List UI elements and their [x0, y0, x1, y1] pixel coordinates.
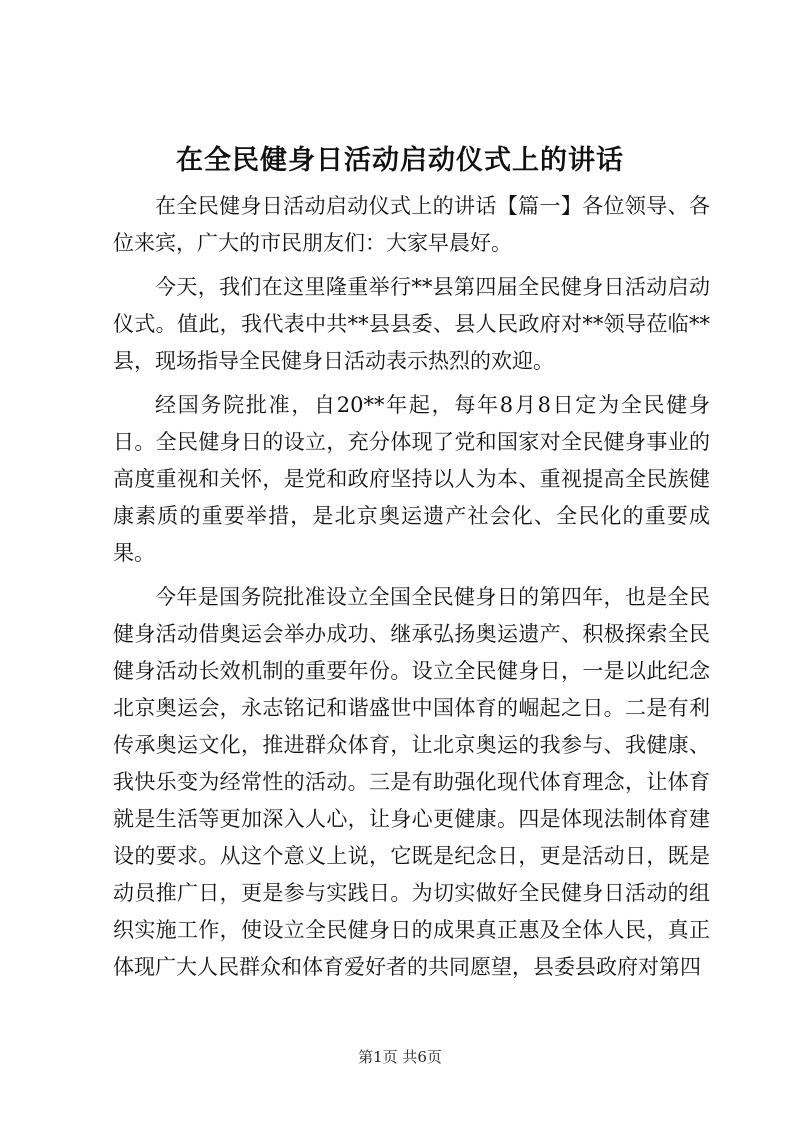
paragraph: 在全民健身日活动启动仪式上的讲话【篇一】各位领导、各位来宾，广大的市民朋友们：大家早晨好。: [113, 194, 710, 255]
document-body: [113, 188, 710, 993]
page-title: 在全民健身日活动启动仪式上的讲话: [176, 145, 624, 176]
page-footer: 第1页 共6页: [358, 1048, 442, 1066]
paragraph: 今天，我们在这里隆重举行**县第四届全民健身日活动启动仪式。值此，我代表中共**县县委、县人民政府对**领导莅临**县，现场指导全民健身日活动表示热烈的欢迎。: [113, 275, 710, 373]
paragraph: 经国务院批准，自20**年起，每年8月8日定为全民健身日。全民健身日的设立，充分体现了党和国家对全民健身事业的高度重视和关怀，是党和政府坚持以人为本、重视提高全民族健康素质的重要举措，是北京奥运遗产社会化、全民化的重要成果。: [113, 393, 710, 565]
paragraph: 今年是国务院批准设立全国全民健身日的第四年，也是全民健身活动借奥运会举办成功、继承弘扬奥运遗产、积极探索全民健身活动长效机制的重要年份。设立全民健身日，一是以此纪念北京奥运会，永志铭记和谐盛世中国体育的崛起之日。二是有利传承奥运文化，推进群众体育，让北京奥运的我参与、我健康、我快乐变为经常性的活动。三是有助强化现代体育理念，让体育就是生活等更加深入人心，让身心更健康。四是体现法制体育建设的要求。从这个意义上说，它既是纪念日，更是活动日，既是动员推广日，更是参与实践日。为切实做好全民健身日活动的组织实施工作，使设立全民健身日的成果真正惠及全体人民，真正体现广大人民群众和体育爱好者的共同愿望，县委县政府对第四: [113, 585, 710, 979]
